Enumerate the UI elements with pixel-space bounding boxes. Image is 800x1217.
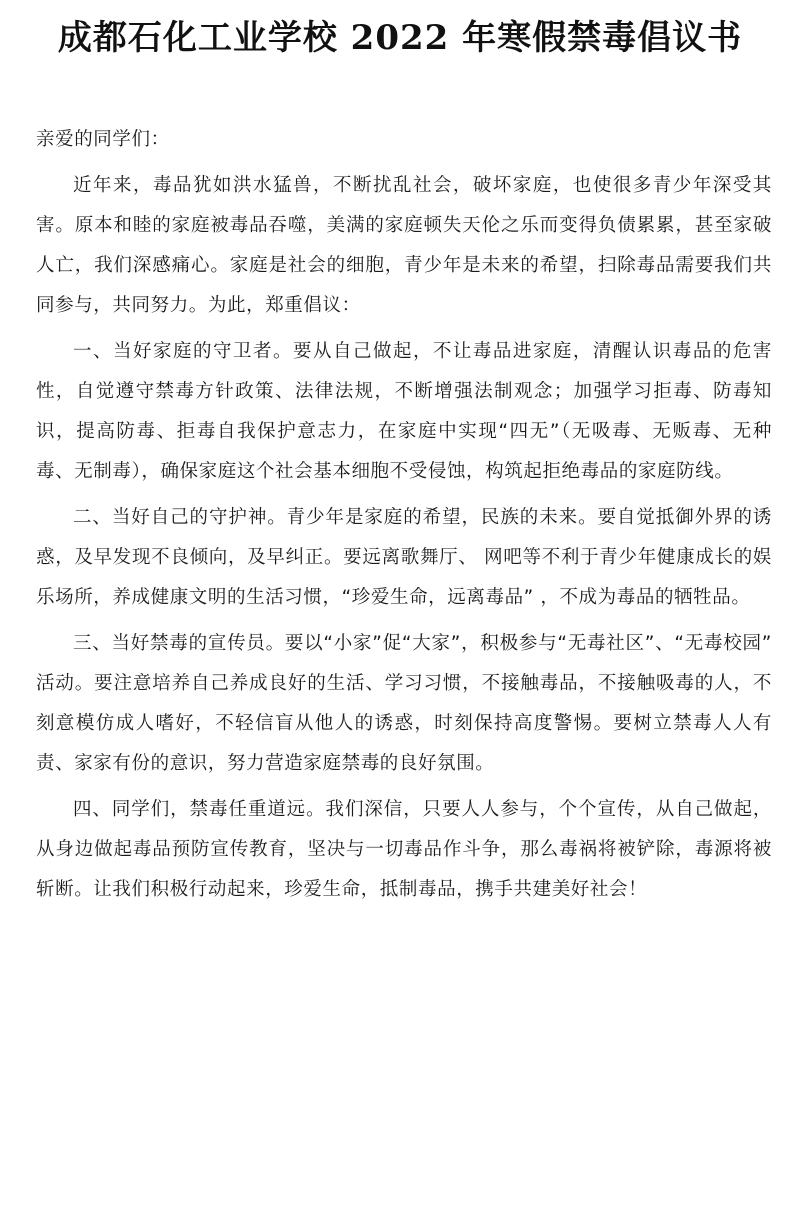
document-title: 成都石化工业学校 2022 年寒假禁毒倡议书 — [57, 18, 743, 58]
paragraph-point-2: 二、当好自己的守护神。青少年是家庭的希望，民族的未来。要自觉抵御外界的诱惑，及早发现不良倾向，及早纠正。要远离歌舞厅、 网吧等不利于青少年健康成长的娱乐场所，养成健康文明的生活习惯，“珍爱生命，远离毒品” ，不成为毒品的牺牲品。 — [36, 507, 772, 608]
paragraph-point-3: 三、当好禁毒的宣传员。要以“小家”促“大家”，积极参与“无毒社区”、“无毒校园” 活动。要注意培养自己养成良好的生活、学习习惯，不接触毒品，不接触吸毒的人，不刻意模仿成人嗜好，不轻信盲从他人的诱惑，时刻保持高度警惕。要树立禁毒人人有责、家家有份的意识，努力营造家庭禁毒的良好氛围。 — [36, 633, 772, 774]
greeting: 亲爱的同学们： — [36, 129, 170, 150]
paragraph-point-4: 四、同学们，禁毒任重道远。我们深信，只要人人参与，个个宣传，从自己做起，从身边做起毒品预防宣传教育，坚决与一切毒品作斗争，那么毒祸将被铲除，毒源将被斩断。让我们积极行动起来，珍爱生命，抵制毒品，携手共建美好社会！ — [36, 799, 772, 900]
paragraph-intro: 近年来，毒品犹如洪水猛兽，不断扰乱社会，破坏家庭，也使很多青少年深受其害。原本和睦的家庭被毒品吞噬，美满的家庭顿失天伦之乐而变得负债累累，甚至家破人亡，我们深感痛心。家庭是社会的细胞，青少年是未来的希望，扫除毒品需要我们共同参与，共同努力。为此，郑重倡议： — [36, 175, 772, 316]
paragraph-point-1: 一、当好家庭的守卫者。要从自己做起，不让毒品进家庭，清醒认识毒品的危害性，自觉遵守禁毒方针政策、法律法规，不断增强法制观念；加强学习拒毒、防毒知识，提高防毒、拒毒自我保护意志力，在家庭中实现“四无”（无吸毒、无贩毒、无种毒、无制毒），确保家庭这个社会基本细胞不受侵蚀，构筑起拒绝毒品的家庭防线。 — [36, 341, 772, 482]
document-body — [36, 120, 772, 916]
